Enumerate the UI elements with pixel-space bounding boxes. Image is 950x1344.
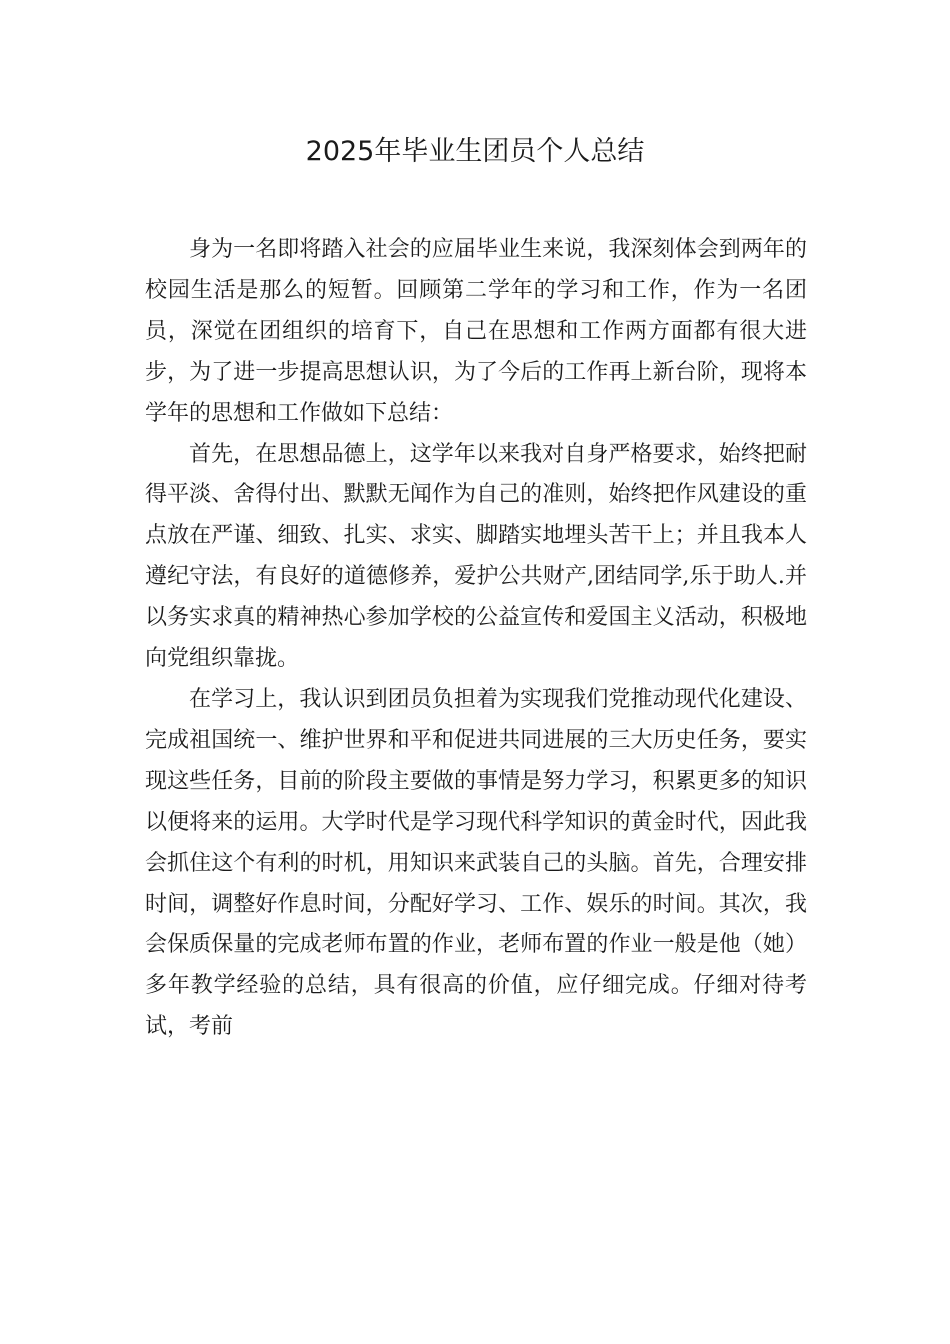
paragraph-intro: 身为一名即将踏入社会的应届毕业生来说，我深刻体会到两年的校园生活是那么的短暂。回顾第二学年的学习和工作，作为一名团员，深觉在团组织的培育下，自己在思想和工作两方面都有很大进步，为了进一步提高思想认识，为了今后的工作再上新台阶，现将本学年的思想和工作做如下总结： (145, 237, 807, 426)
document-title: 2025年毕业生团员个人总结 (305, 136, 645, 167)
paragraph-study: 在学习上，我认识到团员负担着为实现我们党推动现代化建设、完成祖国统一、维护世界和平和促进共同进展的三大历史任务，要实现这些任务，目前的阶段主要做的事情是努力学习，积累更多的知识以便将来的运用。大学时代是学习现代科学知识的黄金时代，因此我会抓住这个有利的时机，用知识来武装自己的头脑。首先，合理安排时间，调整好作息时间，分配好学习、工作、娱乐的时间。其次，我会保质保量的完成老师布置的作业，老师布置的作业一般是他（她）多年教学经验的总结，具有很高的价值，应仔细完成。仔细对待考试，考前 (145, 686, 807, 1040)
document-body (145, 230, 807, 1048)
paragraph-ideology: 首先，在思想品德上，这学年以来我对自身严格要求，始终把耐得平淡、舍得付出、默默无闻作为自己的准则，始终把作风建设的重点放在严谨、细致、扎实、求实、脚踏实地埋头苦干上；并且我本人遵纪守法，有良好的道德修养，爱护公共财产,团结同学,乐于助人.并以务实求真的精神热心参加学校的公益宣传和爱国主义活动，积极地向党组织靠拢。 (145, 441, 807, 672)
